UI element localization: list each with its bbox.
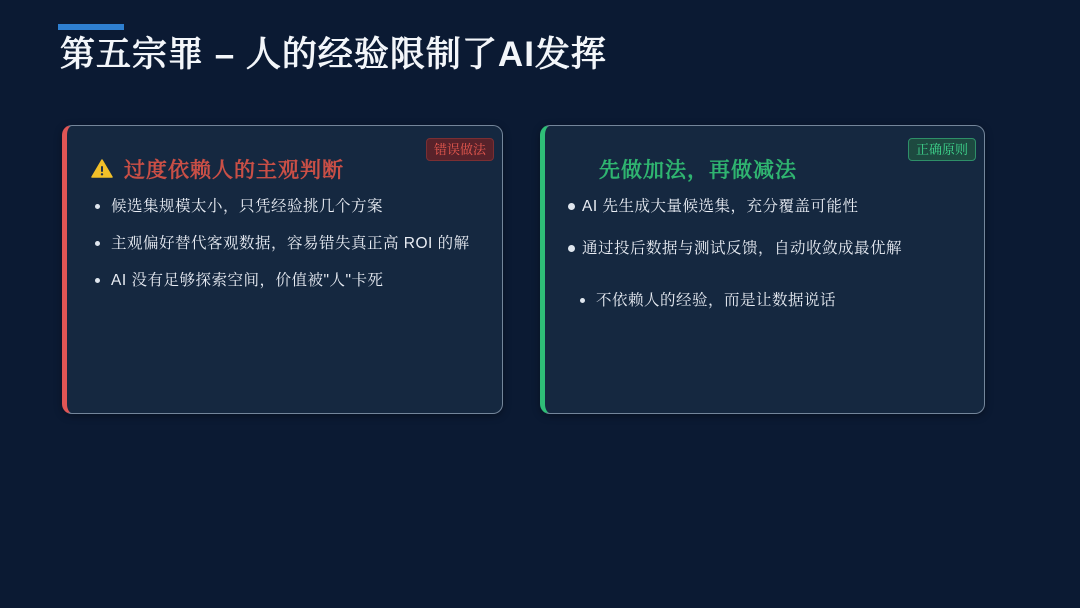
correct-card-heading: 先做加法，再做减法 — [599, 159, 797, 182]
bullet-item: 通过投后数据与测试反馈，自动收敛成最优解 — [568, 238, 966, 259]
bullet-item: AI 先生成大量候选集，充分覆盖可能性 — [568, 196, 966, 217]
bullet-item: AI 没有足够探索空间，价值被"人"卡死 — [95, 270, 484, 291]
correct-principle-card — [540, 125, 985, 414]
slide-title: 第五宗罪 – 人的经验限制了AI发挥 — [60, 35, 607, 74]
wrong-practice-card — [62, 125, 503, 414]
wrong-card-heading: 过度依赖人的主观判断 — [124, 159, 344, 182]
wrong-practice-badge: 错误做法 — [426, 138, 494, 161]
correct-card-bullet-list — [545, 196, 984, 311]
bullet-item: 主观偏好替代客观数据，容易错失真正高 ROI 的解 — [95, 233, 484, 254]
correct-principle-badge: 正确原则 — [908, 138, 976, 161]
bullet-item: 不依赖人的经验，而是让数据说话 — [580, 290, 966, 311]
wrong-card-bullet-list — [67, 196, 502, 291]
warning-icon — [91, 159, 113, 179]
bullet-item: 候选集规模太小，只凭经验挑几个方案 — [95, 196, 484, 217]
